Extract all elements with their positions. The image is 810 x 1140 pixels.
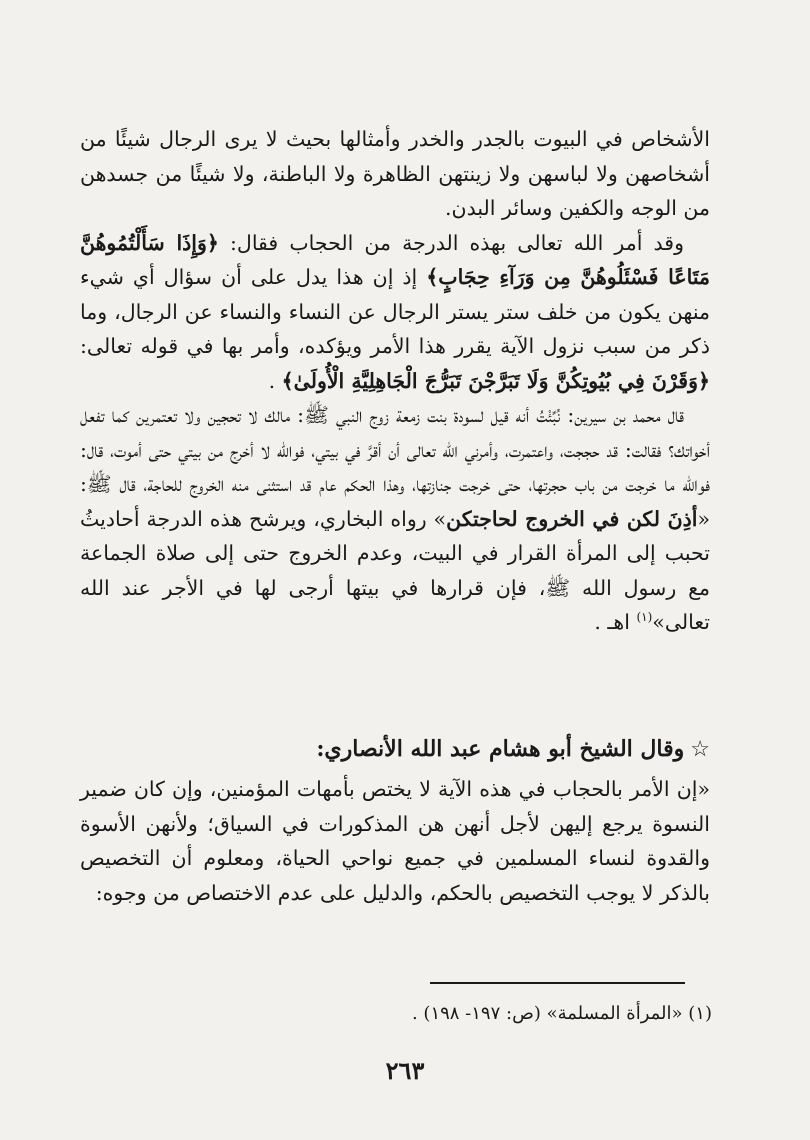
- closing-dot: .: [268, 368, 282, 393]
- footnote: (١) «المرأة المسلمة» (ص: ١٩٧- ١٩٨) .: [411, 1003, 712, 1024]
- paragraph-seclusion: الأشخاص في البيوت بالجدر والخدر وأمثالها بحيث لا يرى الرجال شيئًا من أشخاصهن ولا لباسهن ولا زينتهن الظاهرة ولا الباطنة، ولا شيئًا من جسدهن من الوجه والكفين وسائر البدن.: [80, 127, 710, 220]
- footnote-divider: [430, 982, 685, 984]
- heading-text: وقال الشيخ أبو هشام عبد الله الأنصاري:: [316, 736, 685, 762]
- hadith-text: أذِنَ لكن في الخروج لحاجتكن: [446, 506, 698, 531]
- paragraph-ibn-sirin: [80, 398, 710, 640]
- section-heading: [80, 732, 710, 767]
- intro-text: وقد أمر الله تعالى بهذه الدرجة من الحجاب فقال:: [218, 230, 684, 255]
- paragraph-hijab-verse: [80, 226, 710, 399]
- narration-text: قال محمد بن سيرين: نُبِّئْتُ أنه قيل لسودة بنت زمعة زوج النبي ﷺ: مالك لا تحجين ولا تعتمرين كما تفعل أخواتك؟ فقالت: قد حججت، واعتمرت، وأمرني الله تعالى أن أقرَّ في بيتي، فوالله لا أخرج من بيتي حتى أموت، قال: فوالله ما خرجت من باب حجرتها، حتى خرجت جنازتها، وهذا الحكم عام قد استثنى منه الخروج للحاجة، قال ﷺ: «: [80, 403, 710, 531]
- upper-text: [80, 122, 710, 640]
- narration-continued: » رواه البخاري، ويرشح هذه الدرجة أحاديثُ تحبب إلى المرأة القرار في البيت، وعدم الخروج حتى إلى صلاة الجماعة مع رسول الله ﷺ، فإن قرارها في بيتها أرجى لها في الأجر عند الله تعالى»: [80, 506, 710, 634]
- star-icon: ☆: [690, 737, 710, 762]
- quran-verse-hijab: ﴿وَإِذَا سَأَلْتُمُوهُنَّ مَتَاعًا فَسْئَلُوهُنَّ مِن وَرَآءِ حِجَابٍ﴾: [80, 230, 710, 289]
- lower-text: [80, 772, 710, 910]
- footnote-reference: (١): [636, 610, 653, 625]
- explanation-text: إذ إن هذا يدل على أن سؤال أي شيء منهن يكون من خلف ستر يستر الرجال عن النساء والنساء عن الرجال، وما ذكر من سبب نزول الآية يقرر هذا الأمر ويؤكده، وأمر بها في قوله تعالى:: [80, 265, 710, 358]
- quran-verse-qarn: ﴿وَقَرْنَ فِي بُيُوتِكُنَّ وَلَا تَبَرَّجْنَ تَبَرُّجَ الْجَاهِلِيَّةِ الْأُولَىٰ﴾: [281, 368, 710, 393]
- paragraph-ansari-quote: «إن الأمر بالحجاب في هذه الآية لا يختص بأمهات المؤمنين، وإن كان ضمير النسوة يرجع إليهن لأجل أنهن هن المذكورات في السياق؛ ولأنهن الأسوة والقدوة لنساء المسلمين في جميع نواحي الحياة، ومعلوم أن التخصيص بالذكر لا يوجب التخصيص بالحكم، والدليل على عدم الاختصاص من وجوه:: [80, 777, 710, 905]
- page-number: ٢٦٣: [385, 1056, 425, 1085]
- end-marker: اهـ .: [594, 610, 637, 634]
